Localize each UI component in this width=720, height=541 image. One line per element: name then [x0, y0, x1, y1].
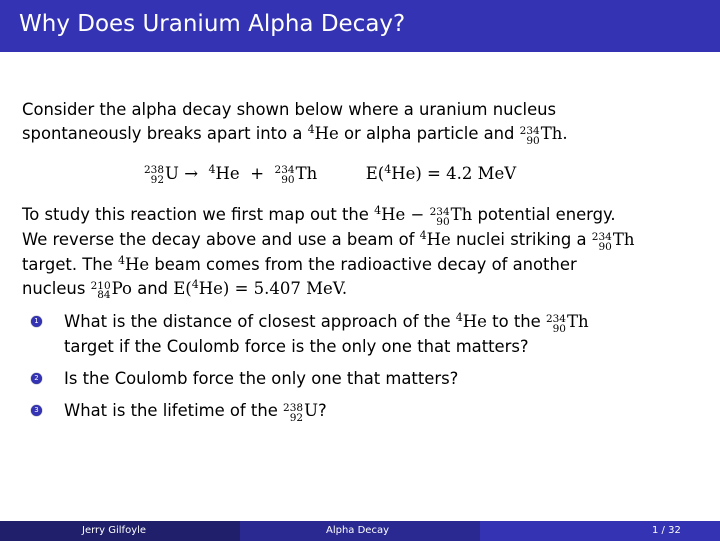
po-energy: E($^4$He) = 5.407 MeV. — [173, 277, 348, 298]
title-bar — [0, 0, 720, 52]
plus: + — [250, 163, 265, 183]
page-number: 1 / 32 — [652, 525, 681, 536]
nuclide-he: $^4$He — [307, 122, 339, 143]
question-1: 1 What is the distance of closest approach of the $^4$He to the 234 90 Th target if the Coulomb force is the only one that matters? — [22, 310, 712, 359]
question-3: 3 What is the lifetime of the 238 92 U? — [22, 399, 712, 424]
nuclide-th: 234 90 Th — [545, 312, 589, 336]
footer-topic-section — [240, 521, 480, 541]
slide-body — [22, 98, 712, 432]
intro-text-1: Consider the alpha decay shown below where a uranium nucleus — [22, 100, 557, 119]
nuclide-he: $^4$He — [117, 253, 150, 274]
intro-text-3: or alpha particle and — [338, 124, 520, 143]
nuclide-th: 234 90 Th — [274, 163, 318, 187]
intro-paragraph — [22, 98, 712, 147]
nuclide-th: 234 90 Th — [591, 230, 635, 253]
nuclide-th: 234 90 Th — [429, 205, 473, 229]
nuclide-u: 238 92 U — [144, 163, 179, 187]
nuclide-u: 238 92 U — [283, 401, 318, 424]
footer — [0, 521, 720, 541]
bullet-2-icon: 2 — [31, 373, 42, 384]
nuclide-po: 210 84 Po — [90, 278, 132, 302]
nuclide-th: 234 90 Th — [519, 124, 563, 147]
slide-title: Why Does Uranium Alpha Decay? — [19, 11, 406, 37]
intro-text-2: spontaneously breaks apart into a — [22, 124, 308, 143]
nuclide-he: $^4$He — [419, 229, 451, 250]
bullet-1-icon: 1 — [31, 316, 42, 327]
bullet-3-icon: 3 — [31, 405, 42, 416]
footer-topic: Alpha Decay — [326, 525, 390, 536]
intro-text-4: . — [562, 124, 568, 143]
nuclide-he: $^4$He — [455, 311, 487, 332]
arrow: → — [184, 163, 199, 183]
decay-equation — [144, 162, 712, 187]
footer-author-section — [0, 521, 240, 541]
method-paragraph: To study this reaction we first map out the $^4$He − 234 90 Th potential energy. We reverse the decay above and use a beam of $^4$He nuclei striking a 234 90 Th target. The $^4$He beam comes from the radioactive decay of another nucleus 210 84 Po and E($^4$He) = 5.407 MeV. — [22, 204, 635, 302]
footer-page-section — [480, 521, 720, 541]
nuclide-he: $^4$He — [374, 204, 406, 225]
nuclide-he: $^4$He — [208, 162, 240, 183]
question-list — [22, 310, 712, 423]
decay-energy: E($^4$He) = 4.2 MeV — [365, 162, 517, 183]
footer-author: Jerry Gilfoyle — [82, 525, 147, 536]
question-2: 2 Is the Coulomb force the only one that matters? — [22, 367, 712, 391]
